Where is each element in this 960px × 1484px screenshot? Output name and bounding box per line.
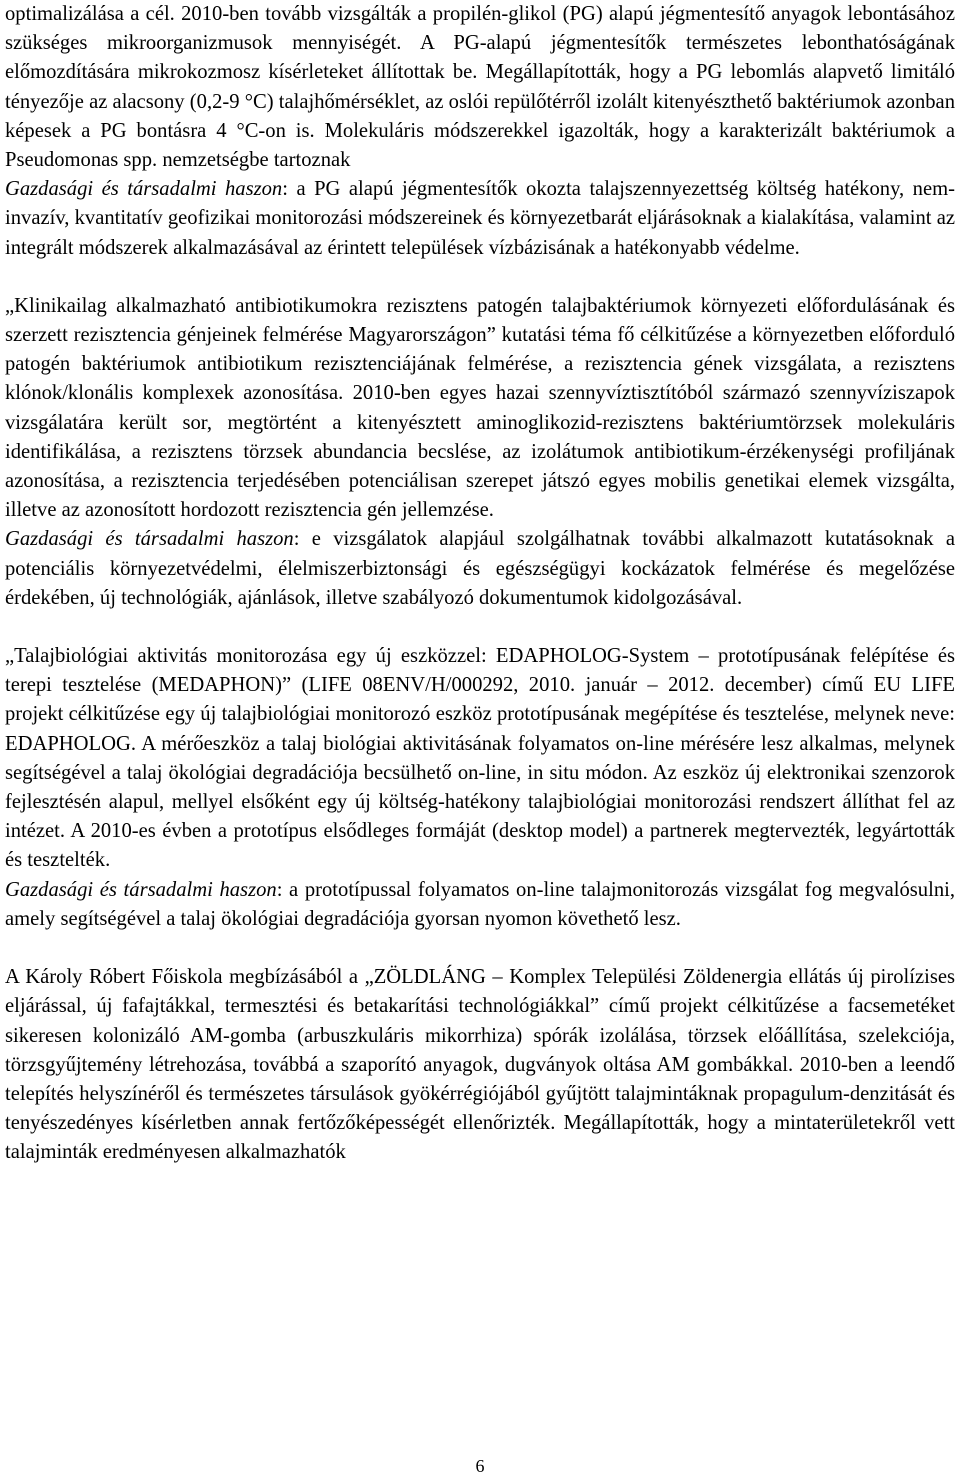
paragraph-edaphulog-project: „Talajbiológiai aktivitás monitorozása egy új eszközzel: EDAPHOLOG-System – prototípusának felépítése és terepi tesztelése (MEDAPHON)” (LIFE 08ENV/H/000292, 2010. január – 2012. december) című EU LIFE projekt célkitűzése egy új talajbiológiai monitorozó eszköz prototípusának megépítése és tesztelése, melynek neve: EDAPHOLOG. A mérőeszköz a talaj biológiai aktivitásának folyamatos on-line mérésére lesz alkalmas, melynek segítségével a talaj ökológiai degradációja becsülhető on-line, in situ módon. Az eszköz új elektronikai szenzorok fejlesztésén alapul, mellyel elsőként egy új költség-hatékony talajbiológiai monitorozási rendszert állíthat fel az intézet. A 2010-es évben a prototípus elsődleges formáját (desktop model) a partnerek megtervezték, legyártották és tesztelték.: [5, 645, 955, 872]
paragraph-gap: [5, 613, 955, 642]
benefit-label: Gazdasági és társadalmi haszon: [5, 178, 283, 201]
page-number: 6: [475, 1456, 485, 1476]
paragraph-gap: [5, 934, 955, 963]
paragraph-zoldlang-project: A Károly Róbert Főiskola megbízásából a „ZÖLDLÁNG – Komplex Települési Zöldenergia ellátás új pirolízises eljárással, új fafajtákkal, termesztési és betakarítási technológiákkal” című projekt célkitűzése a facsemetéket sikeresen kolonizáló AM-gomba (arbuszkuláris mikorrhiza) spórák izolálása, törzsek előállítása, szelekciója, törzsgyűjtemény létrehozása, továbbá a szaporító anyagok, dugványok oltása AM gombákkal. 2010-ben a leendő telepítés helyszínéről és természetes társulások gyökérrégiójából gyűjtött talajmintáknak propagulum-denzitását és tenyészedényes kísérletben annak fertőzőképességét ellenőrizték. Megállapították, hogy a mintaterületekről vett talajminták eredményesen alkalmazhatók: [5, 966, 955, 1164]
paragraph-pg-benefit: [5, 175, 955, 263]
paragraph-antibiotic-benefit: [5, 525, 955, 613]
paragraph-gap: [5, 263, 955, 292]
benefit-label: Gazdasági és társadalmi haszon: [5, 528, 294, 551]
paragraph-antibiotic-resistance: „Klinikailag alkalmazható antibiotikumokra rezisztens patogén talajbaktériumok környezeti előfordulásának és szerzett rezisztencia génjeinek felmérése Magyarországon” kutatási téma fő célkitűzése a környezetben előforduló patogén baktériumok antibiotikum rezisztenciájának felmérése, a rezisztencia gének vizsgálata, a rezisztens klónok/klonális komplexek azonosítása. 2010-ben egyes hazai szennyvíztisztítóból származó szennyvíziszapok vizsgálatára került sor, megtörtént a kitenyésztett aminoglikozid-rezisztens baktériumtörzsek molekuláris identifikálása, a rezisztens törzsek abundancia becslése, az izolátumok antibiotikum-érzékenységi profiljának azonosítása, a rezisztencia terjedésében potenciálisan szerepet játszó egyes mobilis genetikai elemek vizsgálta, illetve az azonosított hordozott rezisztencia gén jellemzése.: [5, 294, 955, 522]
benefit-text: : e vizsgálatok alapjául szolgálhatnak további alkalmazott kutatásoknak a potenciális környezetvédelmi, élelmiszerbiztonsági és egészségügyi kockázatok felmérése és megelőzése érdekében, új technológiák, ajánlások, illetve szabályozó dokumentumok kidolgozásával.: [5, 528, 955, 609]
benefit-text: : a PG alapú jégmentesítők okozta talajszennyezettség költség hatékony, nem-invazív, kvantitatív geofizikai monitorozási módszereinek és környezetbarát eljárásoknak a kialakítása, valamint az integrált módszerek alkalmazásával az érintett települések vízbázisának a hatékonyabb védelme.: [5, 178, 955, 259]
paragraph-pg-deicer-study: optimalizálása a cél. 2010-ben tovább vizsgálták a propilén-glikol (PG) alapú jégmentesítő anyagok lebontásához szükséges mikroorganizmusok mennyiségét. A PG-alapú jégmentesítők természetes lebonthatóságának előmozdítására mikrokozmosz kísérleteket állítottak be. Megállapították, hogy a PG lebomlás alapvető limitáló tényezője az alacsony (0,2-9 °C) talajhőmérséklet, az oslói repülőtérről izolált kitenyészthető baktériumok azonban képesek a PG bontásra 4 °C-on is. Molekuláris módszerekkel igazolták, hogy a karakterizált baktériumok a Pseudomonas spp. nemzetségbe tartoznak: [5, 3, 955, 172]
benefit-text: : a prototípussal folyamatos on-line talajmonitorozás vizsgálat fog megvalósulni, amely segítségével a talaj ökológiai degradációja gyorsan nyomon követhető lesz.: [5, 878, 955, 930]
benefit-label: Gazdasági és társadalmi haszon: [5, 878, 277, 901]
document-page: [5, 0, 955, 1168]
paragraph-edaphulog-benefit: [5, 876, 955, 934]
